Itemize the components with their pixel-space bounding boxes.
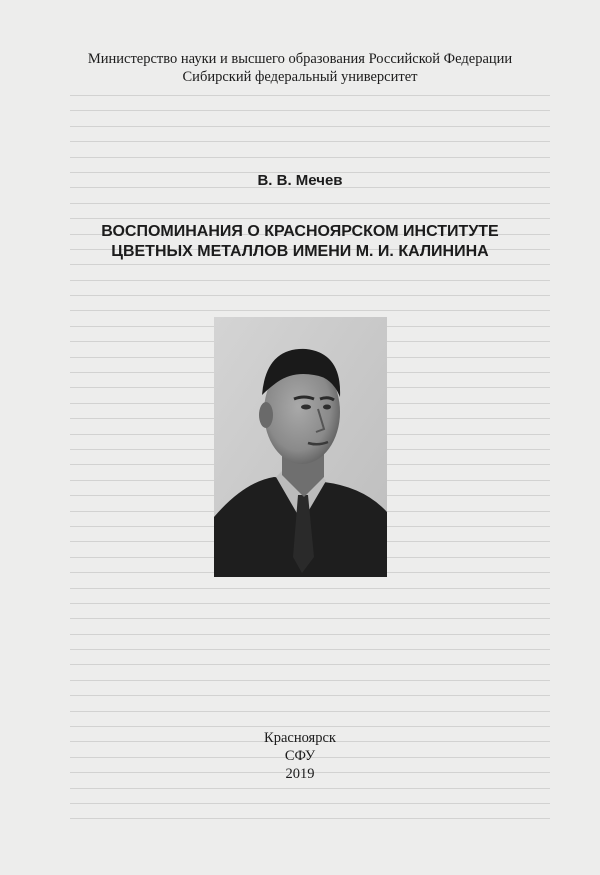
portrait-image [214, 317, 387, 577]
ministry-line: Министерство науки и высшего образования Российской Федерации [87, 51, 513, 67]
institution-header [0, 50, 600, 86]
publication-imprint [0, 729, 600, 783]
imprint-city: Красноярск [264, 730, 336, 746]
author-portrait-photo [214, 317, 387, 577]
university-line: Сибирский федеральный университет [182, 69, 418, 85]
imprint-year: 2019 [285, 766, 315, 782]
title-line-2: ЦВЕТНЫХ МЕТАЛЛОВ ИМЕНИ М. И. КАЛИНИНА [111, 243, 489, 260]
title-line-1: ВОСПОМИНАНИЯ О КРАСНОЯРСКОМ ИНСТИТУТЕ [101, 223, 499, 240]
book-title [0, 222, 600, 262]
author-name: В. В. Мечев [257, 172, 343, 189]
imprint-publisher: СФУ [284, 748, 316, 764]
